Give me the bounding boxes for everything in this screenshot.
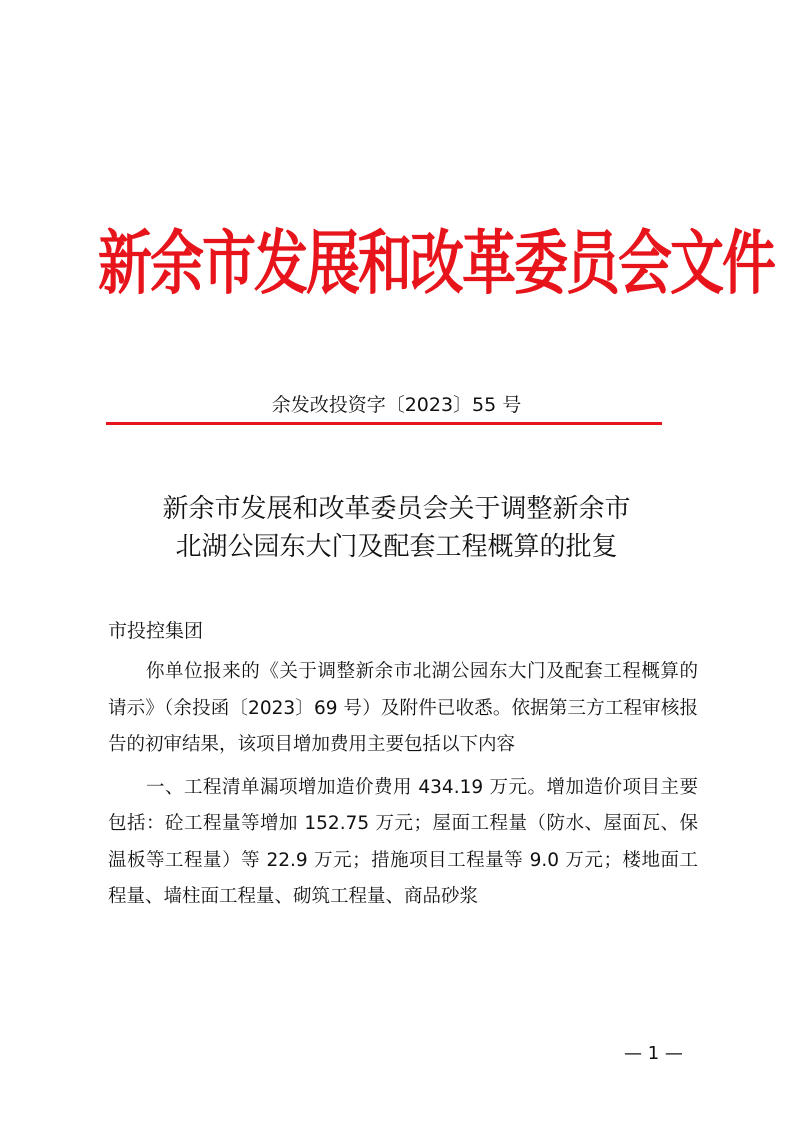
document-masthead: 新余市发展和改革委员会文件 [98,221,774,304]
document-title-line-2: 北湖公园东大门及配套工程概算的批复 [175,532,618,562]
document-title-line-1: 新余市发展和改革委员会关于调整新余市 [162,494,631,524]
document-number: 余发改投资字〔2023〕55 号 [271,394,522,416]
red-divider-line [106,422,662,425]
document-title [0,490,793,566]
addressee: 市投控集团 [108,620,204,642]
body-paragraph-1: 你单位报来的《关于调整新余市北湖公园东大门及配套工程概算的请示》（余投函〔2023〕69 号）及附件已收悉。依据第三方工程审核报告的初审结果，该项目增加费用主要包括以下内容 [108,661,698,755]
body-paragraph-2: 一、工程清单漏项增加造价费用 434.19 万元。增加造价项目主要包括：砼工程量等增加 152.75 万元；屋面工程量（防水、屋面瓦、保温板等工程量）等 22.9 万元；措施项目工程量等 9.0 万元；楼地面工程量、墙柱面工程量、砌筑工程量、商品砂浆 [108,776,698,907]
page-number: — 1 — [624,1043,683,1064]
document-body [108,654,698,922]
